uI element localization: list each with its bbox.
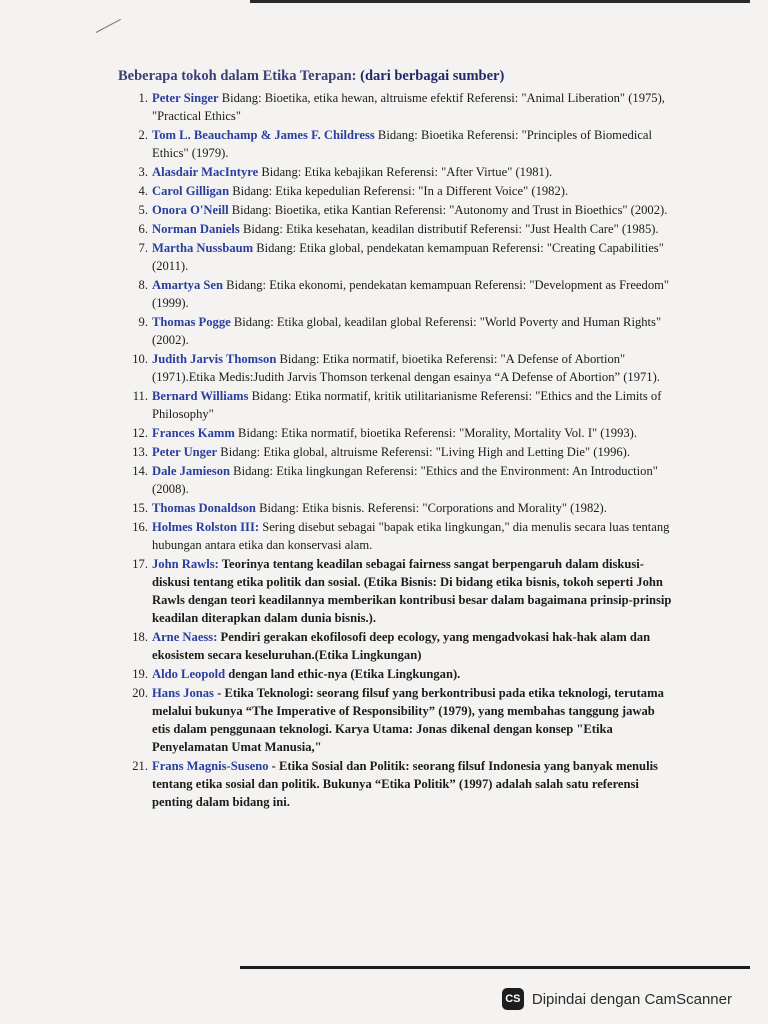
figure-description: Bidang: Etika ekonomi, pendekatan kemampuan Referensi: "Development as Freedom" (1999).: [152, 278, 670, 310]
title-main: Beberapa tokoh dalam Etika Terapan:: [118, 68, 357, 84]
figure-description: Bidang: Etika kebajikan Referensi: "After Virtue" (1981).: [258, 165, 553, 179]
figure-name: Amartya Sen: [152, 278, 224, 292]
figure-description: Bidang: Etika lingkungan Referensi: "Ethics and the Environment: An Introduction" (2008).: [152, 464, 658, 496]
item-number: 16.: [132, 520, 148, 534]
figures-list: [114, 89, 674, 811]
top-rule: [250, 0, 750, 3]
item-number: 18.: [132, 630, 148, 644]
figure-name: John Rawls:: [152, 557, 219, 571]
list-item: [114, 163, 674, 181]
list-item: [114, 89, 674, 125]
item-number: 21.: [132, 759, 148, 773]
figure-name: Dale Jamieson: [152, 464, 231, 478]
figure-description: Pendiri gerakan ekofilosofi deep ecology, yang mengadvokasi hak-hak alam dan ekosistem secara keseluruhan.(Etika Lingkungan): [152, 630, 651, 662]
figure-name: Martha Nussbaum: [152, 241, 254, 255]
figure-description: Sering disebut sebagai "bapak etika lingkungan," dia menulis secara luas tentang hubungan antara etika dan konservasi alam.: [152, 520, 670, 552]
list-item: [114, 518, 674, 554]
figure-description: Bidang: Etika normatif, kritik utilitarianisme Referensi: "Ethics and the Limits of Philosophy": [152, 389, 662, 421]
figure-name: Onora O'Neill: [152, 203, 229, 217]
list-item: [114, 182, 674, 200]
figure-name: Peter Singer: [152, 91, 219, 105]
list-item: [114, 757, 674, 811]
list-item: [114, 424, 674, 442]
list-item: [114, 350, 674, 386]
bottom-rule: [240, 966, 750, 969]
list-item: [114, 387, 674, 423]
list-item: [114, 443, 674, 461]
item-number: 7.: [138, 241, 148, 255]
item-number: 5.: [138, 203, 148, 217]
list-item: [114, 239, 674, 275]
list-item: [114, 313, 674, 349]
item-number: 1.: [138, 91, 148, 105]
list-item: [114, 555, 674, 627]
figure-description: Bidang: Bioetika, etika hewan, altruisme efektif Referensi: "Animal Liberation" (1975), "Practical Ethics": [152, 91, 665, 123]
list-item: [114, 684, 674, 756]
figure-name: Peter Unger: [152, 445, 218, 459]
figure-name: Frances Kamm: [152, 426, 235, 440]
item-number: 11.: [132, 389, 148, 403]
figure-name: Judith Jarvis Thomson: [152, 352, 277, 366]
figure-description: Bidang: Etika bisnis. Referensi: "Corporations and Morality" (1982).: [255, 501, 607, 515]
figure-name: Holmes Rolston III:: [152, 520, 260, 534]
pen-mark: [96, 19, 121, 33]
figure-description: Bidang: Etika normatif, bioetika Referensi: "Morality, Mortality Vol. I" (1993).: [234, 426, 638, 440]
figure-description: - Etika Teknologi: seorang filsuf yang berkontribusi pada etika teknologi, terutama melalui bukunya “The Imperative of Responsibility” (1979), yang membahas tanggung jawab etis dalam penggunaan teknologi. Karya Utama: Jonas dikenal dengan konsep "Etika Penyelamatan Umat Manusia,": [152, 686, 664, 754]
figure-description: dengan land ethic-nya (Etika Lingkungan).: [225, 667, 461, 681]
camscanner-watermark: [502, 988, 732, 1010]
figure-description: Bidang: Etika global, pendekatan kemampuan Referensi: "Creating Capabilities" (2011).: [152, 241, 664, 273]
item-number: 15.: [132, 501, 148, 515]
figure-description: Bidang: Etika kepedulian Referensi: "In a Different Voice" (1982).: [229, 184, 569, 198]
page-title: [118, 68, 674, 85]
figure-name: Norman Daniels: [152, 222, 240, 236]
figure-name: Bernard Williams: [152, 389, 249, 403]
figure-description: Teorinya tentang keadilan sebagai fairness sangat berpengaruh dalam diskusi-diskusi tentang etika politik dan sosial. (Etika Bisnis: Di bidang etika bisnis, tokoh seperti John Rawls dengan teori keadilannya memberikan kontribusi besar dalam bagaimana prinsip-prinsip keadilan diterapkan dalam dunia bisnis.).: [152, 557, 672, 625]
figure-description: Bidang: Etika normatif, bioetika Referensi: "A Defense of Abortion" (1971).Etika Medis:Judith Jarvis Thomson terkenal dengan esainya “A Defense of Abortion” (1971).: [152, 352, 660, 384]
item-number: 4.: [138, 184, 148, 198]
list-item: [114, 665, 674, 683]
item-number: 13.: [132, 445, 148, 459]
figure-name: Alasdair MacIntyre: [152, 165, 259, 179]
list-item: [114, 628, 674, 664]
document-body: [114, 68, 674, 812]
figure-description: Bidang: Etika kesehatan, keadilan distributif Referensi: "Just Health Care" (1985).: [239, 222, 659, 236]
item-number: 6.: [138, 222, 148, 236]
camscanner-label: Dipindai dengan CamScanner: [531, 990, 732, 1008]
figure-name: Aldo Leopold: [152, 667, 226, 681]
item-number: 2.: [138, 128, 148, 142]
list-item: [114, 126, 674, 162]
figure-name: Tom L. Beauchamp & James F. Childress: [152, 128, 375, 142]
item-number: 10.: [132, 352, 148, 366]
figure-name: Thomas Pogge: [152, 315, 231, 329]
figure-description: Bidang: Bioetika, etika Kantian Referensi: "Autonomy and Trust in Bioethics" (2002).: [228, 203, 668, 217]
figure-description: Bidang: Etika global, keadilan global Referensi: "World Poverty and Human Rights" (2002).: [152, 315, 662, 347]
item-number: 17.: [132, 557, 148, 571]
camscanner-logo-icon: CS: [502, 988, 524, 1010]
list-item: [114, 462, 674, 498]
figure-name: Thomas Donaldson: [152, 501, 256, 515]
list-item: [114, 201, 674, 219]
item-number: 8.: [138, 278, 148, 292]
figure-name: Frans Magnis-Suseno: [152, 759, 269, 773]
item-number: 14.: [132, 464, 148, 478]
list-item: [114, 276, 674, 312]
figure-description: - Etika Sosial dan Politik: seorang filsuf Indonesia yang banyak menulis tentang etika sosial dan politik. Bukunya “Etika Politik” (1997) adalah salah satu referensi penting dalam bidang ini.: [152, 759, 658, 809]
list-item: [114, 220, 674, 238]
figure-name: Arne Naess:: [152, 630, 218, 644]
list-item: [114, 499, 674, 517]
item-number: 12.: [132, 426, 148, 440]
figure-description: Bidang: Etika global, altruisme Referensi: "Living High and Letting Die" (1996).: [217, 445, 631, 459]
item-number: 3.: [138, 165, 148, 179]
item-number: 20.: [132, 686, 148, 700]
figure-name: Hans Jonas: [152, 686, 214, 700]
item-number: 9.: [138, 315, 148, 329]
item-number: 19.: [132, 667, 148, 681]
figure-description: Bidang: Bioetika Referensi: "Principles of Biomedical Ethics" (1979).: [152, 128, 653, 160]
figure-name: Carol Gilligan: [152, 184, 230, 198]
title-source-note: (dari berbagai sumber): [360, 68, 505, 84]
